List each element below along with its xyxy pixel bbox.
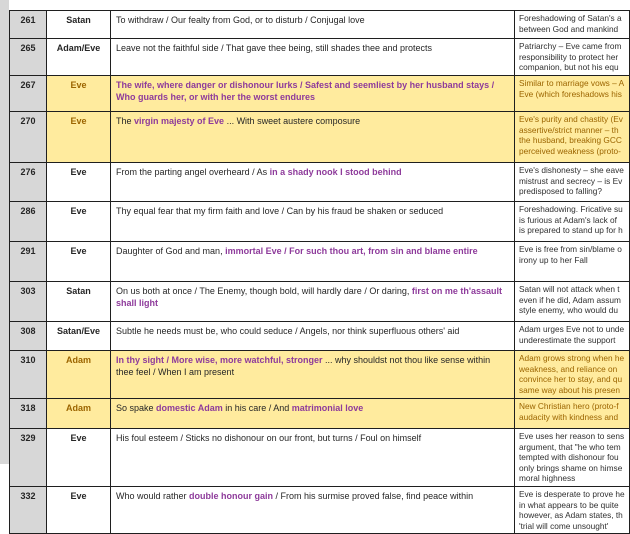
line-number-cell[interactable]: 267	[10, 76, 47, 112]
quote-emphasis-text: in a shady nook I stood behind	[269, 167, 402, 177]
analysis-line: even if he did, Adam assum	[519, 294, 621, 305]
quote-text: Thy equal fear that my firm faith and love / Can by his fraud be shaken or seduced	[116, 206, 444, 216]
analysis-line: underestimate the support	[519, 334, 616, 345]
quote-emphasis-text: domestic Adam	[156, 403, 223, 413]
table-row	[10, 76, 630, 112]
analysis-line: Eve is free from sin/blame o	[519, 244, 622, 254]
quote-emphasis-text: virgin majesty of Eve	[134, 116, 225, 126]
analysis-line: New Christian hero (proto-f	[519, 401, 619, 411]
table-row	[10, 242, 630, 282]
analysis-cell[interactable]	[515, 163, 630, 202]
analysis-line: Foreshadowing of Satan's a	[519, 13, 622, 23]
line-number-cell[interactable]: 303	[10, 282, 47, 322]
analysis-line: mistrust and secrecy – is Ev	[519, 175, 623, 186]
speaker-cell[interactable]: Eve	[47, 202, 111, 242]
line-number-cell[interactable]: 291	[10, 242, 47, 282]
table-row	[10, 163, 630, 202]
quote-cell[interactable]	[111, 322, 515, 351]
line-number-cell[interactable]: 310	[10, 351, 47, 399]
analysis-line: however, as Adam states, th	[519, 510, 623, 521]
quote-text: From the parting angel overheard / As	[116, 167, 270, 177]
speaker-cell[interactable]: Satan	[47, 11, 111, 39]
quote-text: Leave not the faithful side / That gave thee being, still shades thee and protects	[116, 43, 433, 53]
quote-cell[interactable]	[111, 202, 515, 242]
quote-cell[interactable]	[111, 39, 515, 76]
quote-text: Subtle he needs must be, who could seduce / Angels, nor think superfluous others' aid	[116, 326, 460, 336]
speaker-cell[interactable]: Eve	[47, 429, 111, 487]
line-number-cell[interactable]: 332	[10, 486, 47, 533]
analysis-line: between God and mankind	[519, 23, 619, 34]
analysis-line: Eve is desperate to prove he	[519, 488, 625, 499]
analysis-line: Eve uses her reason to sens	[519, 431, 625, 441]
analysis-line: Foreshadowing. Fricative su	[519, 204, 623, 214]
analysis-cell[interactable]	[515, 11, 630, 39]
quote-cell[interactable]	[111, 76, 515, 112]
analysis-line: same way about his presen	[519, 384, 621, 395]
speaker-cell[interactable]: Adam	[47, 351, 111, 399]
analysis-line: Adam grows strong when he	[519, 353, 625, 363]
analysis-cell[interactable]	[515, 242, 630, 282]
speaker-cell[interactable]: Eve	[47, 76, 111, 112]
quote-emphasis-text: first on me th'assault shall light	[116, 286, 503, 308]
quote-text: His foul esteem / Sticks no dishonour on our front, but turns / Foul on himself	[116, 433, 422, 443]
analysis-line: style enemy, who would du	[519, 305, 618, 316]
analysis-cell[interactable]	[515, 486, 630, 533]
analysis-line: convince her to stay, and qu	[519, 374, 623, 385]
analysis-line: the husband, breaking GCC	[519, 135, 622, 146]
page-left-margin	[0, 0, 9, 464]
table-row	[10, 112, 630, 163]
quote-emphasis-text: matrimonial love	[291, 403, 364, 413]
analysis-line: irony up to her Fall	[519, 254, 588, 265]
quote-cell[interactable]	[111, 429, 515, 487]
quote-text: The	[116, 116, 135, 126]
speaker-cell[interactable]: Adam/Eve	[47, 39, 111, 76]
quote-cell[interactable]	[111, 242, 515, 282]
quote-emphasis-text: In thy sight / More wise, more watchful, stronger	[116, 355, 323, 365]
table-row	[10, 39, 630, 76]
quote-text: Who would rather	[116, 490, 190, 501]
analysis-line: Similar to marriage vows – A	[519, 78, 625, 88]
analysis-line: assertive/strict manner – th	[519, 124, 619, 135]
table-row	[10, 399, 630, 429]
quote-cell[interactable]	[111, 282, 515, 322]
line-number-cell[interactable]: 265	[10, 39, 47, 76]
quote-cell[interactable]	[111, 11, 515, 39]
quote-cell[interactable]	[111, 399, 515, 429]
speaker-cell[interactable]: Eve	[47, 486, 111, 533]
analysis-line: Satan will not attack when t	[519, 284, 620, 294]
line-number-cell[interactable]: 261	[10, 11, 47, 39]
analysis-line: Adam urges Eve not to unde	[519, 324, 625, 334]
table-row	[10, 11, 630, 39]
analysis-line: Eve (which foreshadows his	[519, 88, 622, 99]
quote-analysis-table	[9, 10, 630, 534]
analysis-line: in what appears to be quite	[519, 499, 619, 510]
quote-text: ... With sweet austere composure	[224, 116, 361, 126]
quote-cell[interactable]	[111, 351, 515, 399]
quote-text: To withdraw / Our fealty from God, or to disturb / Conjugal love	[116, 15, 365, 25]
table-row	[10, 486, 630, 533]
table-row	[10, 351, 630, 399]
table-row	[10, 322, 630, 351]
quote-cell[interactable]	[111, 486, 515, 533]
quote-text: ... why shouldst not thou like sense within thee feel / When I am present	[116, 355, 491, 377]
quote-text: On us both at once / The Enemy, though bold, will hardly dare / Or daring,	[116, 286, 412, 296]
analysis-line: moral highness	[519, 473, 576, 484]
analysis-line: is prepared to stand up for h	[519, 225, 623, 236]
analysis-line: companion, but not his equ	[519, 62, 619, 73]
speaker-cell[interactable]: Adam	[47, 399, 111, 429]
speaker-cell[interactable]: Eve	[47, 242, 111, 282]
line-number-cell[interactable]: 276	[10, 163, 47, 202]
line-number-cell[interactable]: 286	[10, 202, 47, 242]
analysis-cell[interactable]	[515, 39, 630, 76]
analysis-line: tempted with dishonour fou	[519, 452, 619, 463]
quote-text: / From his surmise proved false, find peace within	[273, 490, 474, 501]
speaker-cell[interactable]: Satan/Eve	[47, 322, 111, 351]
quote-cell[interactable]	[111, 112, 515, 163]
analysis-line: weakness, and reliance on	[519, 363, 618, 374]
analysis-cell[interactable]	[515, 399, 630, 429]
analysis-line: perceived weakness (proto-	[519, 145, 621, 156]
analysis-line: 'trial will come unsought'	[519, 520, 609, 531]
quote-text: Daughter of God and man,	[116, 246, 226, 256]
analysis-cell[interactable]	[515, 322, 630, 351]
quote-text: in his care / And	[222, 403, 292, 413]
quote-cell[interactable]	[111, 163, 515, 202]
line-number-cell[interactable]: 329	[10, 429, 47, 487]
quote-emphasis-text: double honour gain	[189, 490, 274, 501]
line-number-cell[interactable]: 318	[10, 399, 47, 429]
analysis-cell[interactable]	[515, 282, 630, 322]
speaker-cell[interactable]: Eve	[47, 163, 111, 202]
table-row	[10, 202, 630, 242]
speaker-cell[interactable]: Eve	[47, 112, 111, 163]
quote-emphasis-text: The wife, where danger or dishonour lurks / Safest and seemliest by her husband stays / Who guards her, or with her the worst endures	[116, 80, 495, 102]
analysis-line: Patriarchy – Eve came from	[519, 41, 622, 51]
speaker-cell[interactable]: Satan	[47, 282, 111, 322]
analysis-line: responsibility to protect her	[519, 51, 619, 62]
analysis-cell[interactable]	[515, 76, 630, 112]
analysis-cell[interactable]	[515, 351, 630, 399]
analysis-line: predisposed to falling?	[519, 186, 603, 197]
analysis-line: argument, that "he who tem	[519, 441, 621, 452]
line-number-cell[interactable]: 308	[10, 322, 47, 351]
analysis-line: audacity with kindness and	[519, 411, 619, 422]
analysis-cell[interactable]	[515, 112, 630, 163]
analysis-line: Eve's purity and chastity (Ev	[519, 114, 623, 124]
analysis-line: Eve's dishonesty – she eave	[519, 165, 624, 175]
quote-text: So spake	[116, 403, 157, 413]
analysis-cell[interactable]	[515, 429, 630, 487]
quote-emphasis-text: immortal Eve / For such thou art, from sin and blame entire	[225, 246, 478, 256]
analysis-line: only brings shame on himse	[519, 462, 623, 473]
line-number-cell[interactable]: 270	[10, 112, 47, 163]
analysis-cell[interactable]	[515, 202, 630, 242]
table-row	[10, 282, 630, 322]
analysis-line: is furious at Adam's lack of	[519, 214, 617, 225]
table-row	[10, 429, 630, 487]
